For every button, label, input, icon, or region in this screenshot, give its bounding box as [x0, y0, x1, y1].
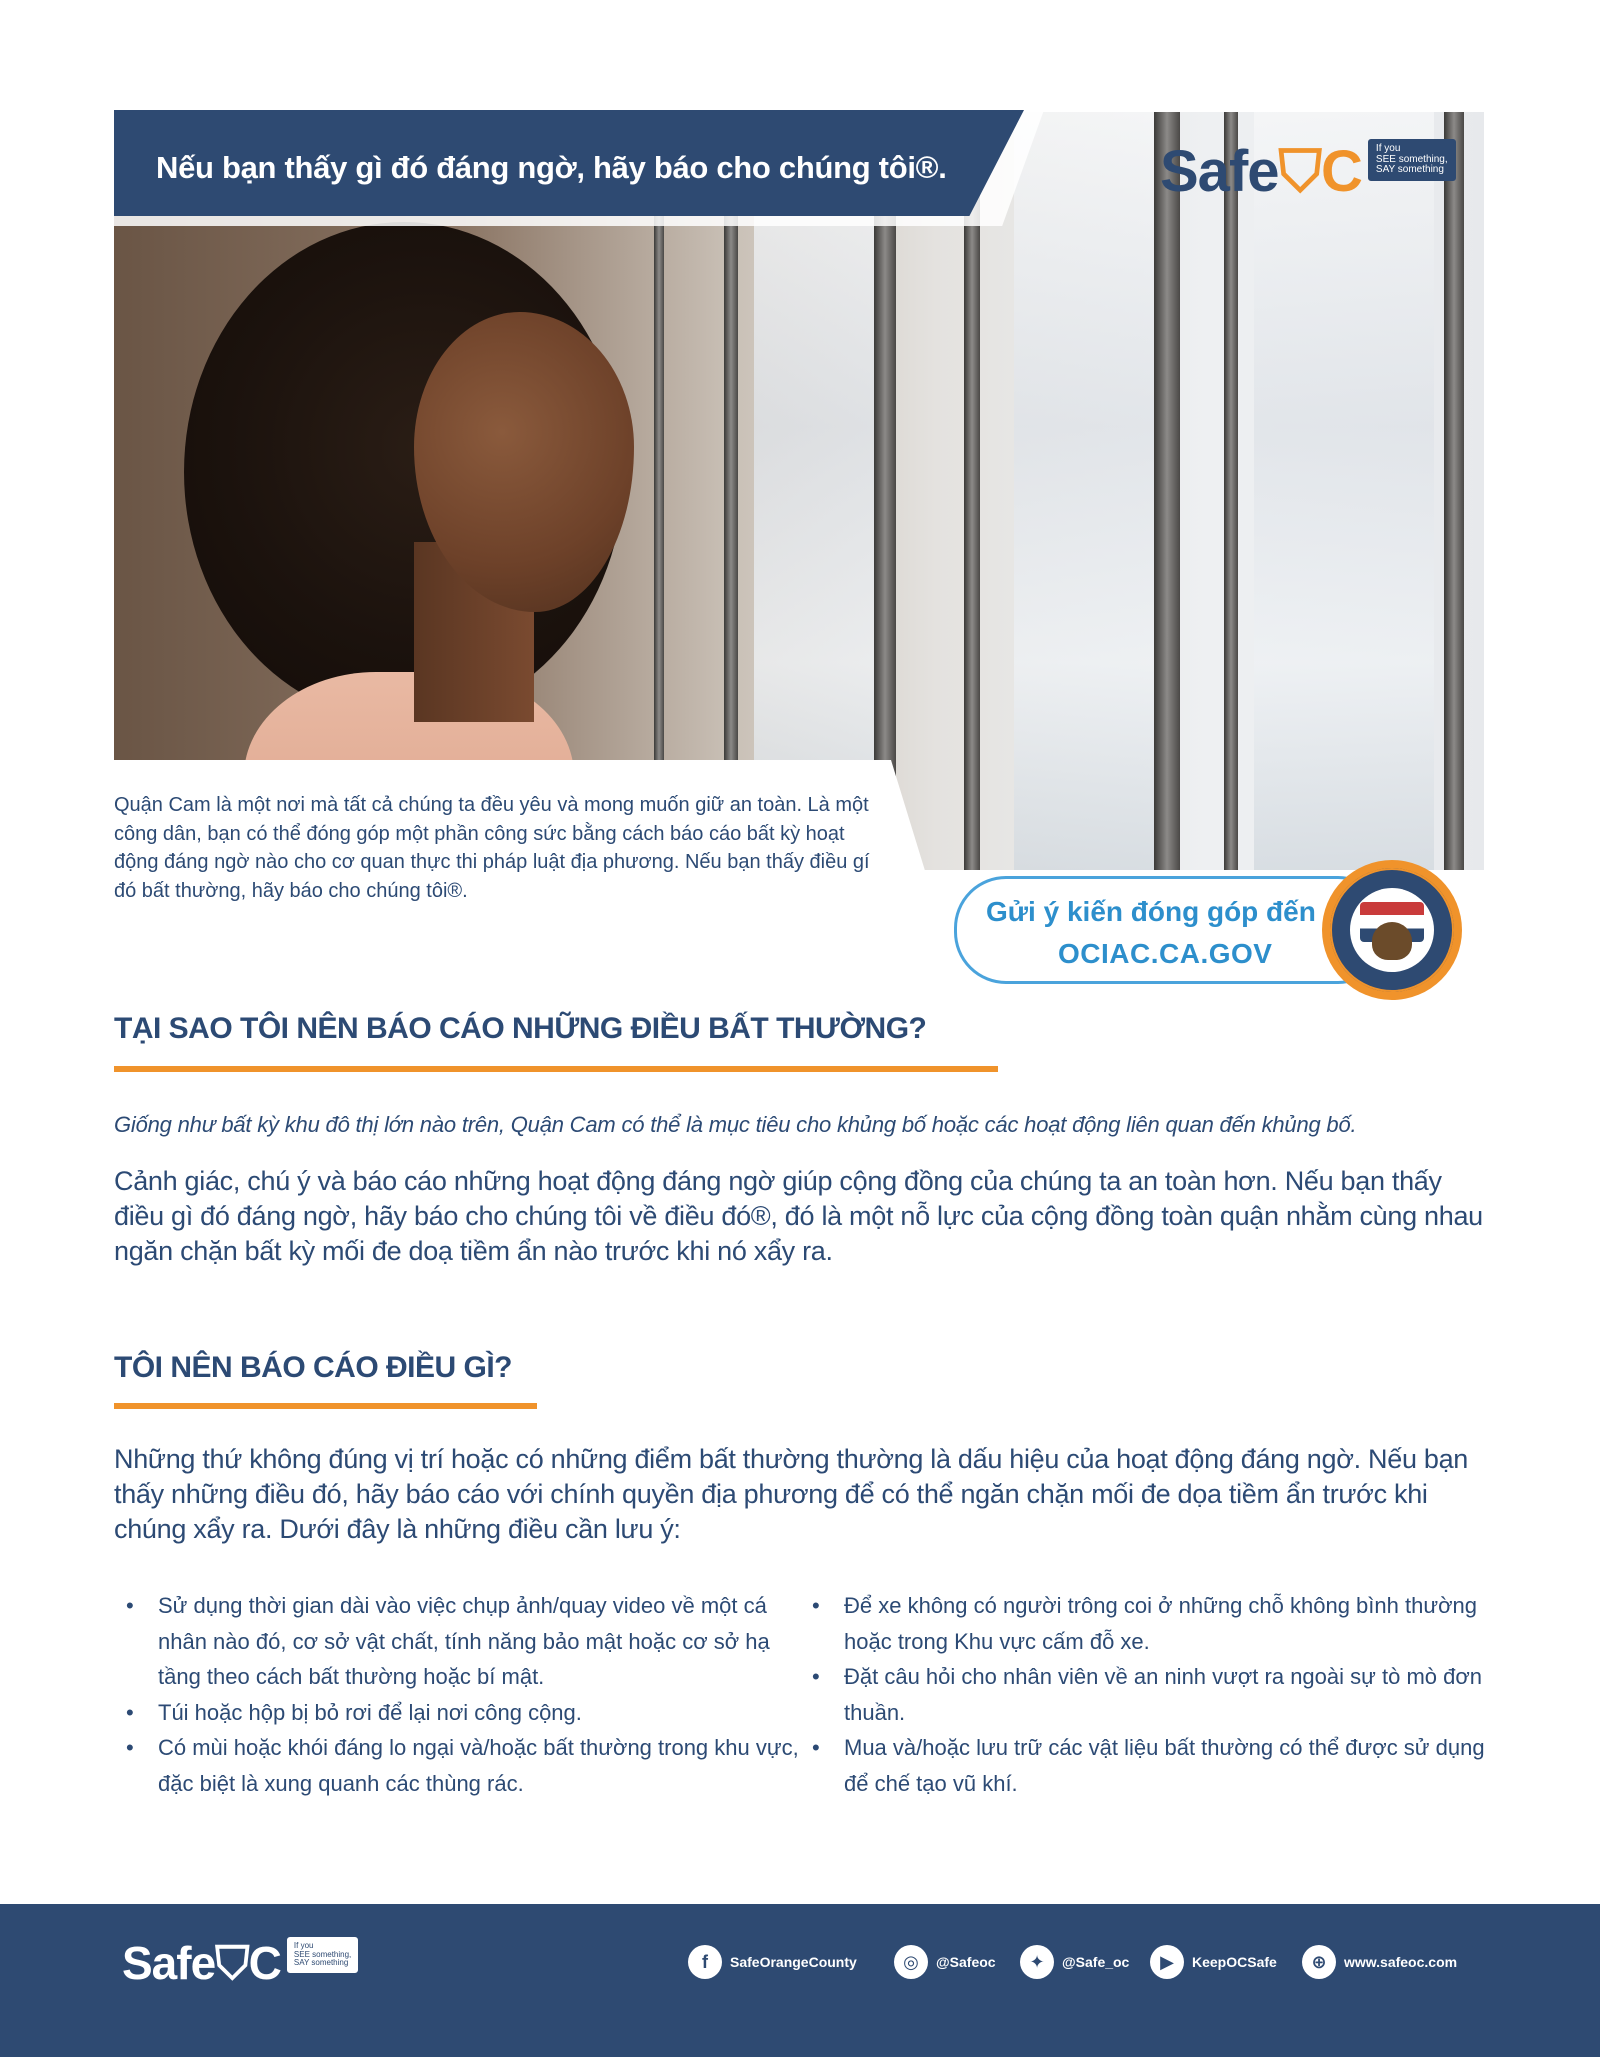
- what-paragraph: Những thứ không đúng vị trí hoặc có những điểm bất thường thường là dấu hiệu của hoạt động đáng ngờ. Nếu bạn thấy những điều đó, hãy báo cáo với chính quyền địa phương để có thể ngăn chặn mối đe dọa tiềm ẩn trước khi chúng xẩy ra. Dưới đây là những điều cần lưu ý:: [114, 1444, 1469, 1544]
- list-item: • Để xe không có người trông coi ở những chỗ không bình thường hoặc trong Khu vực cấm đỗ xe.: [800, 1588, 1490, 1659]
- shield-o-icon: ⛉: [215, 1937, 249, 1989]
- list-item: • Túi hoặc hộp bị bỏ rơi để lại nơi công cộng.: [114, 1695, 804, 1731]
- list-item: • Sử dụng thời gian dài vào việc chụp ảnh/quay video về một cá nhân nào đó, cơ sở vật chất, tính năng bảo mật hoặc cơ sở hạ tầng theo cách bất thường hoặc bí mật.: [114, 1588, 804, 1695]
- list-item: • Mua và/hoặc lưu trữ các vật liệu bất thường có thể được sử dụng để chế tạo vũ khí.: [800, 1730, 1490, 1801]
- header-title: Nếu bạn thấy gì đó đáng ngờ, hãy báo cho chúng tôi®.: [156, 150, 947, 185]
- heading-rule: [114, 1066, 998, 1072]
- social-twitter[interactable]: [1020, 1945, 1129, 1979]
- facebook-icon: f: [688, 1945, 722, 1979]
- why-paragraph: Cảnh giác, chú ý và báo cáo những hoạt động đáng ngờ giúp cộng đồng của chúng ta an toàn hơn. Nếu bạn thấy điều gì đó đáng ngờ, hãy báo cho chúng tôi về điều đó®, đó là một nỗ lực của cộng đồng toàn quận nhằm cùng nhau ngăn chặn bất kỳ mối đe doạ tiềm ẩn nào trước khi nó xẩy ra.: [114, 1166, 1483, 1266]
- list-item: • Có mùi hoặc khói đáng lo ngại và/hoặc bất thường trong khu vực, đặc biệt là xung quanh các thùng rác.: [114, 1730, 804, 1801]
- social-facebook[interactable]: [688, 1945, 857, 1979]
- ociac-seal-icon: [1322, 860, 1462, 1000]
- twitter-icon: ✦: [1020, 1945, 1054, 1979]
- social-instagram[interactable]: [894, 1945, 996, 1979]
- social-label: SafeOrangeCounty: [730, 1954, 857, 1970]
- safeoc-logo-footer: [122, 1936, 358, 1992]
- footer-wordmark: Safe⛉C: [122, 1937, 281, 1989]
- italic-lead: Giống như bất kỳ khu đô thị lớn nào trên, Quận Cam có thể là mục tiêu cho khủng bố hoặc các hoạt động liên quan đến khủng bố.: [114, 1112, 1357, 1137]
- safeoc-logo-top: [1160, 138, 1456, 206]
- logo-wordmark: Safe⛉C: [1160, 139, 1362, 204]
- contribute-label: Gửi ý kiến đóng góp đến: [986, 896, 1316, 927]
- social-label: @Safeoc: [936, 1954, 996, 1970]
- list-item: • Đặt câu hỏi cho nhân viên về an ninh vượt ra ngoài sự tò mò đơn thuần.: [800, 1659, 1490, 1730]
- section-heading-what: TÔI NÊN BÁO CÁO ĐIỀU GÌ?: [114, 1351, 513, 1384]
- social-label: www.safeoc.com: [1344, 1954, 1458, 1970]
- shield-o-icon: ⛉: [1278, 139, 1322, 204]
- social-website[interactable]: [1302, 1945, 1457, 1979]
- bullet-list-right: [800, 1588, 1490, 1801]
- footer-tagline: If you SEE something, SAY something: [287, 1937, 358, 1972]
- heading-rule: [114, 1403, 537, 1409]
- intro-paragraph: Quận Cam là một nơi mà tất cả chúng ta đều yêu và mong muốn giữ an toàn. Là một công dân, bạn có thể đóng góp một phần công sức bằng cách báo cáo bất kỳ hoạt động đáng ngờ nào cho cơ quan thực thi pháp luật địa phương. Nếu bạn thấy điều gí đó bất thường, hãy báo cho chúng tôi®.: [114, 794, 870, 902]
- bullet-list-left: [114, 1588, 804, 1801]
- social-youtube[interactable]: [1150, 1945, 1277, 1979]
- contribute-link[interactable]: OCIAC.CA.GOV: [1058, 938, 1273, 969]
- social-label: KeepOCSafe: [1192, 1954, 1277, 1970]
- instagram-icon: ◎: [894, 1945, 928, 1979]
- social-label: @Safe_oc: [1062, 1954, 1130, 1970]
- section-heading-why: TẠI SAO TÔI NÊN BÁO CÁO NHỮNG ĐIỀU BẤT THƯỜNG?: [114, 1012, 927, 1045]
- logo-tagline: If you SEE something, SAY something: [1368, 139, 1456, 181]
- youtube-icon: ▶: [1150, 1945, 1184, 1979]
- globe-icon: ⊕: [1302, 1945, 1336, 1979]
- eagle-icon: [1372, 922, 1412, 960]
